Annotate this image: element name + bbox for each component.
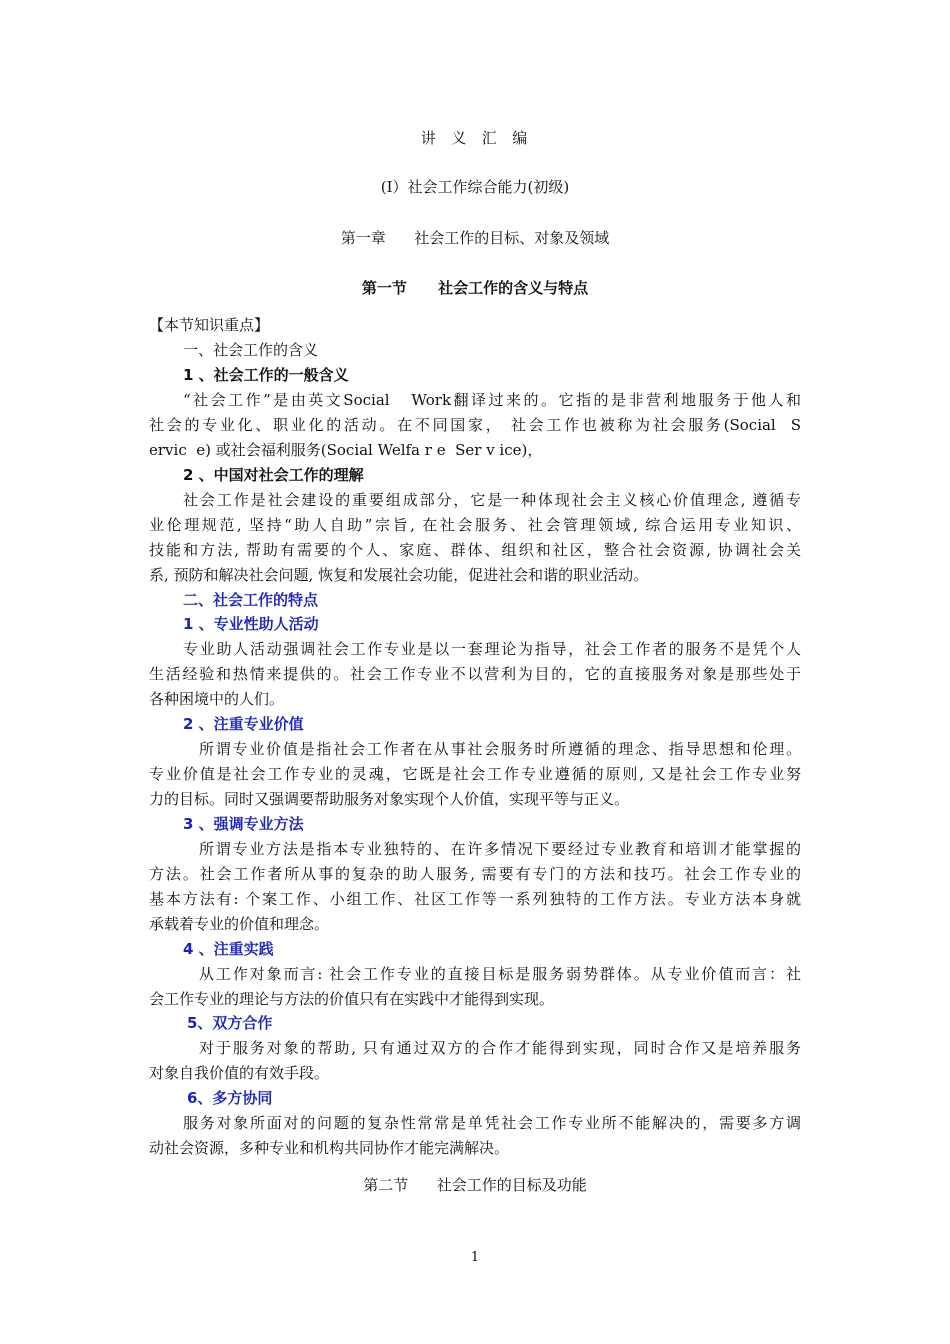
paragraph-line: 业伦理规范, 坚持“助人自助”宗旨, 在社会服务、社会管理领域, 综合运用专业知识、 — [149, 516, 801, 534]
part1-heading: 一、社会工作的含义 — [183, 341, 319, 359]
paragraph-line: 方法。社会工作者所从事的复杂的助人服务, 需要有专门的方法和技巧。社会工作专业的 — [149, 865, 801, 883]
paragraph-line: 服务对象所面对的问题的复杂性常常是单凭社会工作专业所不能解决的，需要多方调 — [183, 1114, 801, 1132]
section-heading: 第一节 社会工作的含义与特点 — [361, 279, 589, 297]
paragraph-line: 专业价值是社会工作专业的灵魂，它既是社会工作专业遵循的原则, 又是社会工作专业努 — [149, 765, 801, 783]
paragraph-line: 基本方法有: 个案工作、小组工作、社区工作等一系列独特的工作方法。专业方法本身就 — [149, 890, 801, 908]
paragraph-line: 会工作专业的理论与方法的价值只有在实践中才能得到实现。 — [149, 990, 555, 1008]
paragraph-line: 社会工作是社会建设的重要组成部分，它是一种体现社会主义核心价值理念, 遵循专 — [183, 491, 801, 509]
paragraph-line: 从工作对象而言: 社会工作专业的直接目标是服务弱势群体。从专业价值而言：社 — [199, 965, 801, 983]
feature-title: 5、双方合作 — [187, 1014, 273, 1032]
paragraph-line: 系, 预防和解决社会问题, 恢复和发展社会功能，促进社会和谐的职业活动。 — [149, 566, 649, 584]
document-title: 讲 义 汇 编 — [420, 129, 530, 147]
feature-title: 1 、专业性助人活动 — [183, 615, 319, 633]
paragraph-line: 技能和方法, 帮助有需要的个人、家庭、群体、组织和社区，整合社会资源, 协调社会关 — [149, 541, 801, 559]
paragraph-line: 专业助人活动强调社会工作专业是以一套理论为指导，社会工作者的服务不是凭个人 — [183, 640, 801, 658]
paragraph-line: “社会工作”是由英文Social Work翻译过来的。它指的是非营利地服务于他人和 — [183, 391, 801, 409]
feature-title: 4 、注重实践 — [183, 940, 274, 958]
feature-title: 6、多方协同 — [187, 1089, 273, 1107]
paragraph-line: 社会的专业化、职业化的活动。在不同国家， 社会工作也被称为社会服务(Social S — [149, 416, 801, 434]
paragraph-line: 生活经验和热情来提供的。社会工作专业不以营利为目的，它的直接服务对象是那些处于 — [149, 665, 801, 683]
part2-heading: 二、社会工作的特点 — [183, 591, 319, 609]
paragraph-line: 承载着专业的价值和理念。 — [149, 915, 330, 933]
chapter-heading: 第一章 社会工作的目标、对象及领域 — [340, 229, 610, 247]
paragraph-line: 对象自我价值的有效手段。 — [149, 1064, 330, 1082]
paragraph-line: 对于服务对象的帮助, 只有通过双方的合作才能得到实现，同时合作又是培养服务 — [199, 1039, 801, 1057]
sub1-title: 1 、社会工作的一般含义 — [183, 366, 349, 384]
page-number: 1 — [470, 1250, 480, 1265]
feature-title: 3 、强调专业方法 — [183, 815, 304, 833]
paragraph-line: 所谓专业方法是指本专业独特的、在许多情况下要经过专业教育和培训才能掌握的 — [199, 840, 801, 858]
feature-title: 2 、注重专业价值 — [183, 715, 304, 733]
key-points-label: 【本节知识重点】 — [149, 316, 270, 334]
paragraph-line: ervic e) 或社会福利服务(Social Welfa r e Ser v ice)， — [149, 441, 543, 459]
paragraph-line: 所谓专业价值是指社会工作者在从事社会服务时所遵循的理念、指导思想和伦理。 — [199, 740, 801, 758]
sub2-title: 2 、中国对社会工作的理解 — [183, 466, 364, 484]
paragraph-line: 力的目标。同时又强调要帮助服务对象实现个人价值，实现平等与正义。 — [149, 790, 630, 808]
section2-heading: 第二节 社会工作的目标及功能 — [363, 1176, 587, 1194]
paragraph-line: 动社会资源，多种专业和机构共同协作才能完满解决。 — [149, 1139, 510, 1157]
paragraph-line: 各种困境中的人们。 — [149, 690, 285, 708]
document-subtitle: (Ⅰ）社会工作综合能力(初级) — [380, 178, 570, 196]
